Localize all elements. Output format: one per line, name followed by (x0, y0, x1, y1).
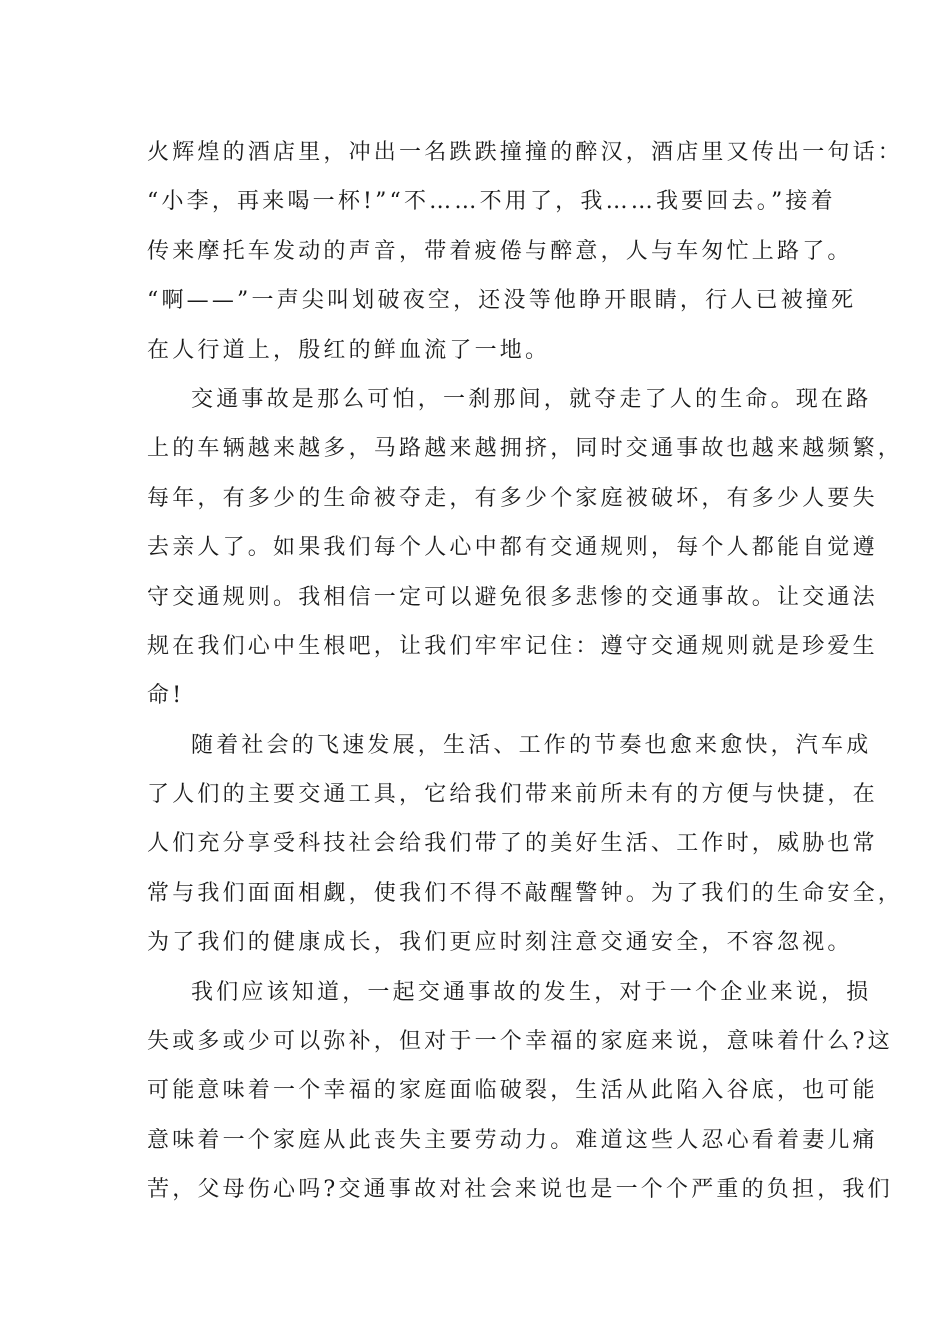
text-line: 意味着一个家庭从此丧失主要劳动力。难道这些人忍心看着妻儿痛 (147, 1127, 878, 1153)
text-line: 守交通规则。我相信一定可以避免很多悲惨的交通事故。让交通法 (147, 584, 878, 610)
text-line: 失或多或少可以弥补，但对于一个幸福的家庭来说，意味着什么?这 (147, 1029, 893, 1055)
body-text (147, 128, 904, 1215)
text-line: 人们充分享受科技社会给我们带了的美好生活、工作时，威胁也常 (147, 831, 878, 857)
text-line: 每年，有多少的生命被夺走，有多少个家庭被破坏，有多少人要失 (147, 485, 878, 511)
text-line: 命! (147, 683, 185, 709)
text-line: 在人行道上，殷红的鲜血流了一地。 (147, 337, 551, 363)
text-line: 了人们的主要交通工具，它给我们带来前所未有的方便与快捷，在 (147, 782, 878, 808)
paragraph-start-line: 随着社会的飞速发展，生活、工作的节奏也愈来愈快，汽车成 (191, 732, 872, 758)
text-line: 规在我们心中生根吧，让我们牢牢记住：遵守交通规则就是珍爱生 (147, 633, 878, 659)
text-line: 火辉煌的酒店里，冲出一名跌跌撞撞的醉汉，酒店里又传出一句话： (147, 140, 904, 165)
text-line: 可能意味着一个幸福的家庭面临破裂，生活从此陷入谷底，也可能 (147, 1078, 878, 1104)
text-line: 传来摩托车发动的声音，带着疲倦与醉意，人与车匆忙上路了。 (147, 238, 853, 264)
text-line: “啊——”一声尖叫划破夜空，还没等他睁开眼睛，行人已被撞死 (147, 288, 857, 314)
text-line: 去亲人了。如果我们每个人心中都有交通规则，每个人都能自觉遵 (147, 535, 878, 561)
text-line: 为了我们的健康成长，我们更应时刻注意交通安全，不容忽视。 (147, 930, 853, 956)
text-line: 常与我们面面相觑，使我们不得不敲醒警钟。为了我们的生命安全， (147, 880, 904, 906)
paragraph-start-line: 交通事故是那么可怕，一刹那间，就夺走了人的生命。现在路 (191, 386, 872, 412)
text-line: 上的车辆越来越多，马路越来越拥挤，同时交通事故也越来越频繁， (147, 436, 904, 462)
text-line: 苦，父母伤心吗?交通事故对社会来说也是一个个严重的负担，我们 (147, 1177, 893, 1203)
text-line: “小李，再来喝一杯!”“不……不用了，我……我要回去。”接着 (147, 189, 836, 215)
paragraph-start-line: 我们应该知道，一起交通事故的发生，对于一个企业来说，损 (191, 979, 872, 1005)
